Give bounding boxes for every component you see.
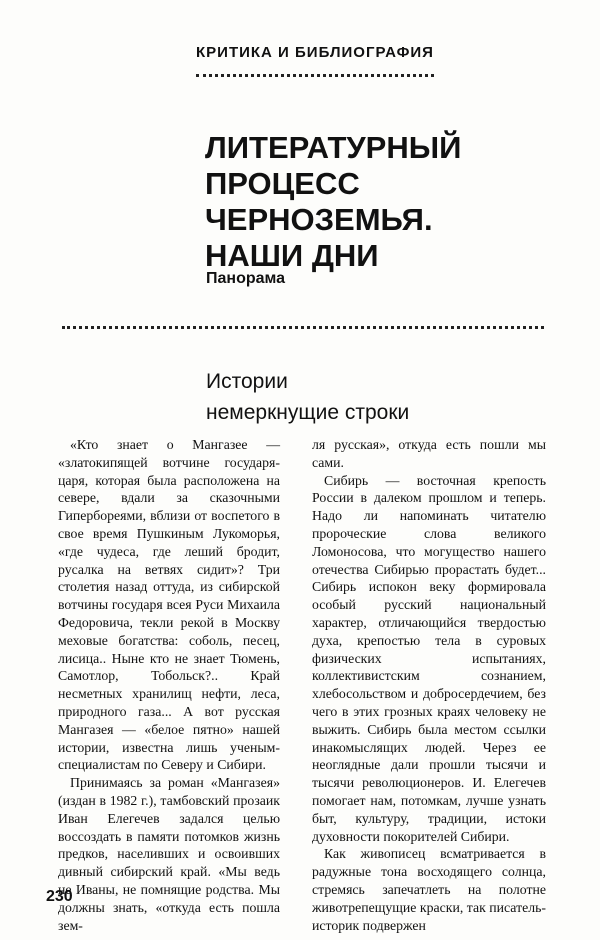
paragraph: Сибирь — восточная крепость России в далеком прошлом и теперь. Надо ли напоминать читателю пророческие слова великого Ломоносова, что могущество нашего отечества Сибирью прорастать будет... Сибирь испокон веку формировала особый русский национальный характер, отличающийся твердостью духа, крепостью тела в суровых физических испытаниях, коллективистским сознанием, хлебосольством и добросердечием, без чего в этих грозных краях человеку не выжить. Сибирь была местом ссылки инакомыслящих людей. Через ее неоглядные дали прошли тысячи и тысячи революционеров. И. Елегечев помогает нам, потомкам, лучше узнать быт, культуру, традиции, истоки духовности покорителей Сибири. <box>312 472 546 844</box>
title-divider <box>62 326 544 329</box>
paragraph: ля русская», откуда есть пошли мы сами. <box>312 437 546 470</box>
body-column-left <box>58 436 280 934</box>
page-number: 230 <box>46 888 73 905</box>
article-title-line: ЧЕРНОЗЕМЬЯ. <box>205 202 433 237</box>
body-column-right <box>312 436 546 934</box>
paragraph: Принимаясь за роман «Мангазея» (издан в 1982 г.), тамбовский прозаик Иван Елегечев задался целью воссоздать в памяти потомков жизнь предков, населивших и освоивших дивный сибирский край. «Мы ведь не Иваны, не помнящие родства. Мы должны знать, «откуда есть пошла зем- <box>58 775 280 933</box>
article-subtitle: Панорама <box>206 270 286 287</box>
section-title-line: немеркнущие строки <box>206 401 410 424</box>
article-title-line: НАШИ ДНИ <box>205 238 379 273</box>
section-title <box>206 366 466 428</box>
article-title-line: ПРОЦЕСС <box>205 166 360 201</box>
paragraph: «Кто знает о Мангазее — «златокипящей вотчине государя-царя, которая была расположена на севере, вдали за сказочными Гипербореями, вблизи от воспетого в свое время Пушкиным Лукоморья, «где чудеса, где леший бродит, русалка на ветвях сидит»? Три столетия назад оттуда, из сибирской вотчины государя всея Руси Михаила Федоровича, текли рекой в Москву меховые богатства: соболь, песец, лисица.. Ныне кто не знает Тюмень, Самотлор, Тобольск?.. Край несметных хранилищ нефти, леса, природного газа... А вот русская Мангазея — «белое пятно» нашей истории, известна лишь ученым-специалистам по Северу и Сибири. <box>58 437 280 773</box>
article-title-line: ЛИТЕРАТУРНЫЙ <box>205 130 462 165</box>
section-header: КРИТИКА И БИБЛИОГРАФИЯ <box>196 44 434 61</box>
paragraph: Как живописец всматривается в радужные тона восходящего солнца, стремясь запечатлеть на полотне животрепещущие краски, так писатель-историк подвержен <box>312 846 546 933</box>
section-title-line: Истории <box>206 370 288 393</box>
header-divider <box>196 74 434 77</box>
article-title <box>205 130 585 274</box>
